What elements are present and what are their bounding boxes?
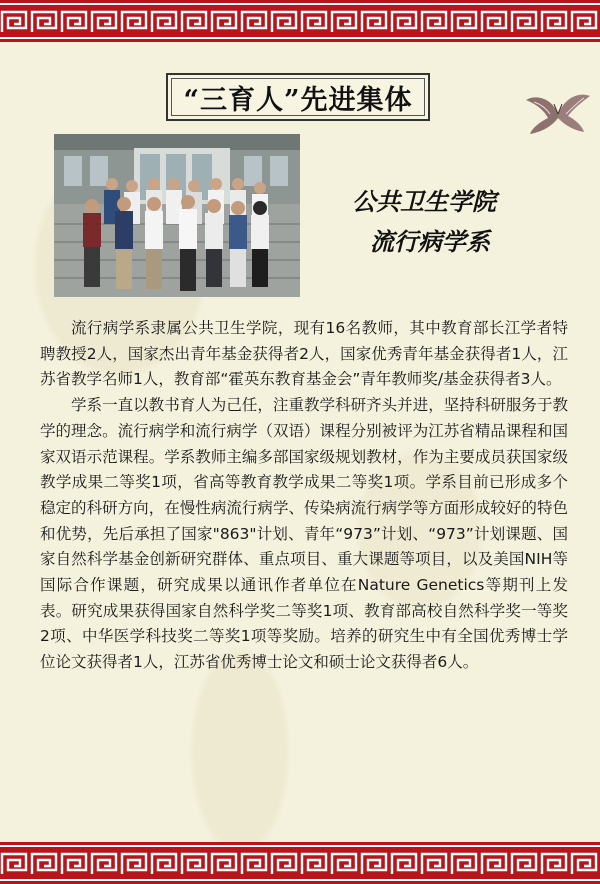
title-frame (166, 73, 430, 121)
page-title: “三育人”先进集体 (183, 84, 413, 116)
butterfly-icon (522, 90, 592, 136)
department-name: 流行病学系 (370, 227, 490, 256)
group-photo (54, 134, 300, 297)
college-name: 公共卫生学院 (352, 187, 496, 216)
body-text (40, 316, 568, 676)
bottom-border (0, 842, 600, 884)
paragraph-1: 流行病学系隶属公共卫生学院，现有16名教师，其中教育部长江学者特聘教授2人，国家杰出青年基金获得者2人，国家优秀青年基金获得者1人，江苏省教学名师1人，教育部“霍英东教育基金会”青年教师奖/基金获得者3人。 (40, 319, 568, 389)
paragraph-2: 学系一直以教书育人为己任，注重教学科研齐头并进，坚持科研服务于教学的理念。流行病学和流行病学（双语）课程分别被评为江苏省精品课程和国家双语示范课程。学系教师主编多部国家级规划教材，作为主要成员获国家级教学成果二等奖1项，省高等教育教学成果二等奖1项。学系目前已形成多个稳定的科研方向，在慢性病流行病学、传染病流行病学等方面形成较好的特色和优势，先后承担了国家"863"计划、青年“973”计划、“973”计划课题、国家自然科学基金创新研究群体、重点项目、重大课题等项目，以及美国NIH等国际合作课题，研究成果以通讯作者单位在Nature Genetics等期刊上发表。研究成果获得国家自然科学奖二等奖1项、教育部高校自然科学奖一等奖2项、中华医学科技奖二等奖1项等奖励。培养的研究生中有全国优秀博士学位论文获得者1人，江苏省优秀博士论文和硕士论文获得者6人。 (40, 396, 568, 672)
college-heading (352, 182, 542, 262)
top-border (0, 0, 600, 42)
